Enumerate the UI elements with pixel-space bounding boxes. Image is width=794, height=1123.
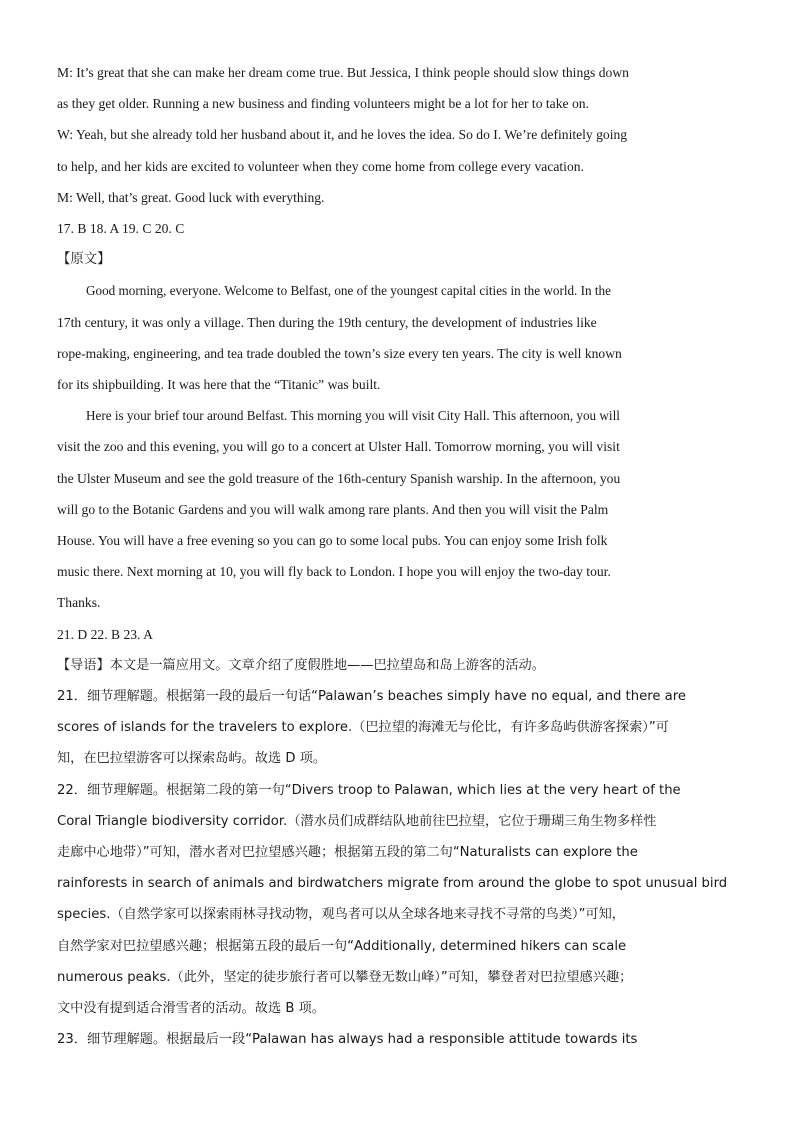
intro-paragraph: 【导语】本文是一篇应用文。文章介绍了度假胜地——巴拉望岛和岛上游客的活动。 [57,658,545,673]
transcript-line: Here is your brief tour around Belfast. This morning you will visit City Hall. This afternoon, you will [86,408,620,423]
transcript-line: music there. Next morning at 10, you will fly back to London. I hope you will enjoy the two-day tour. [57,564,611,579]
section-heading-original-text: 【原文】 [57,252,111,267]
dialogue-line-w1: W: Yeah, but she already told her husband about it, and he loves the idea. So do I. We’re definitely going [57,127,628,142]
dialogue-line-m1: M: It’s great that she can make her dream come true. But Jessica, I think people should slow things down [57,65,629,80]
explanation-21: scores of islands for the travelers to explore.（巴拉望的海滩无与伦比，有许多岛屿供游客探索）”可 [57,720,669,735]
explanation-22: species.（自然学家可以探索雨林寻找动物，观鸟者可以从全球各地来寻找不寻常的鸟类）”可知， [57,907,625,922]
explanation-21: 21．细节理解题。根据第一段的最后一句话“Palawan’s beaches simply have no equal, and there are [57,689,686,704]
transcript-line: 17th century, it was only a village. Then during the 19th century, the development of industries like [57,315,597,330]
dialogue-line-m2: M: Well, that’s great. Good luck with everything. [57,190,325,205]
explanation-22: 走廊中心地带）”可知，潜水者对巴拉望感兴趣；根据第五段的第二句“Naturalists can explore the [57,845,638,860]
answers-17-20: 17. B 18. A 19. C 20. C [57,221,185,236]
explanation-22: rainforests in search of animals and birdwatchers migrate from around the globe to spot unusual bird [57,876,728,891]
transcript-line: for its shipbuilding. It was here that the “Titanic” was built. [57,377,381,392]
explanation-22: Coral Triangle biodiversity corridor.（潜水员们成群结队地前往巴拉望，它位于珊瑚三角生物多样性 [57,814,657,829]
transcript-line: rope-making, engineering, and tea trade doubled the town’s size every ten years. The city is well known [57,346,622,361]
explanation-22: 22．细节理解题。根据第二段的第一句“Divers troop to Palawan, which lies at the very heart of the [57,783,681,798]
answers-21-23: 21. D 22. B 23. A [57,627,153,642]
dialogue-line-m1-cont: as they get older. Running a new business and finding volunteers might be a lot for her to take on. [57,96,589,111]
explanation-22: 自然学家对巴拉望感兴趣；根据第五段的最后一句“Additionally, determined hikers can scale [57,939,627,954]
explanation-21: 知，在巴拉望游客可以探索岛屿。故选 D 项。 [57,751,327,766]
explanation-23: 23．细节理解题。根据最后一段“Palawan has always had a responsible attitude towards its [57,1032,638,1047]
dialogue-line-w1-cont: to help, and her kids are excited to volunteer when they come home from college every vacation. [57,159,584,174]
transcript-line: House. You will have a free evening so you can go to some local pubs. You can enjoy some Irish folk [57,533,608,548]
transcript-line: will go to the Botanic Gardens and you will walk among rare plants. And then you will visit the Palm [57,502,609,517]
transcript-line: the Ulster Museum and see the gold treasure of the 16th-century Spanish warship. In the afternoon, you [57,471,621,486]
explanation-22: 文中没有提到适合滑雪者的活动。故选 B 项。 [57,1001,325,1016]
transcript-line: Thanks. [57,595,101,610]
transcript-line: Good morning, everyone. Welcome to Belfast, one of the youngest capital cities in the world. In the [86,283,611,298]
explanation-22: numerous peaks.（此外，坚定的徒步旅行者可以攀登无数山峰）”可知，攀登者对巴拉望感兴趣； [57,970,633,985]
transcript-line: visit the zoo and this evening, you will go to a concert at Ulster Hall. Tomorrow morning, you will visit [57,439,620,454]
